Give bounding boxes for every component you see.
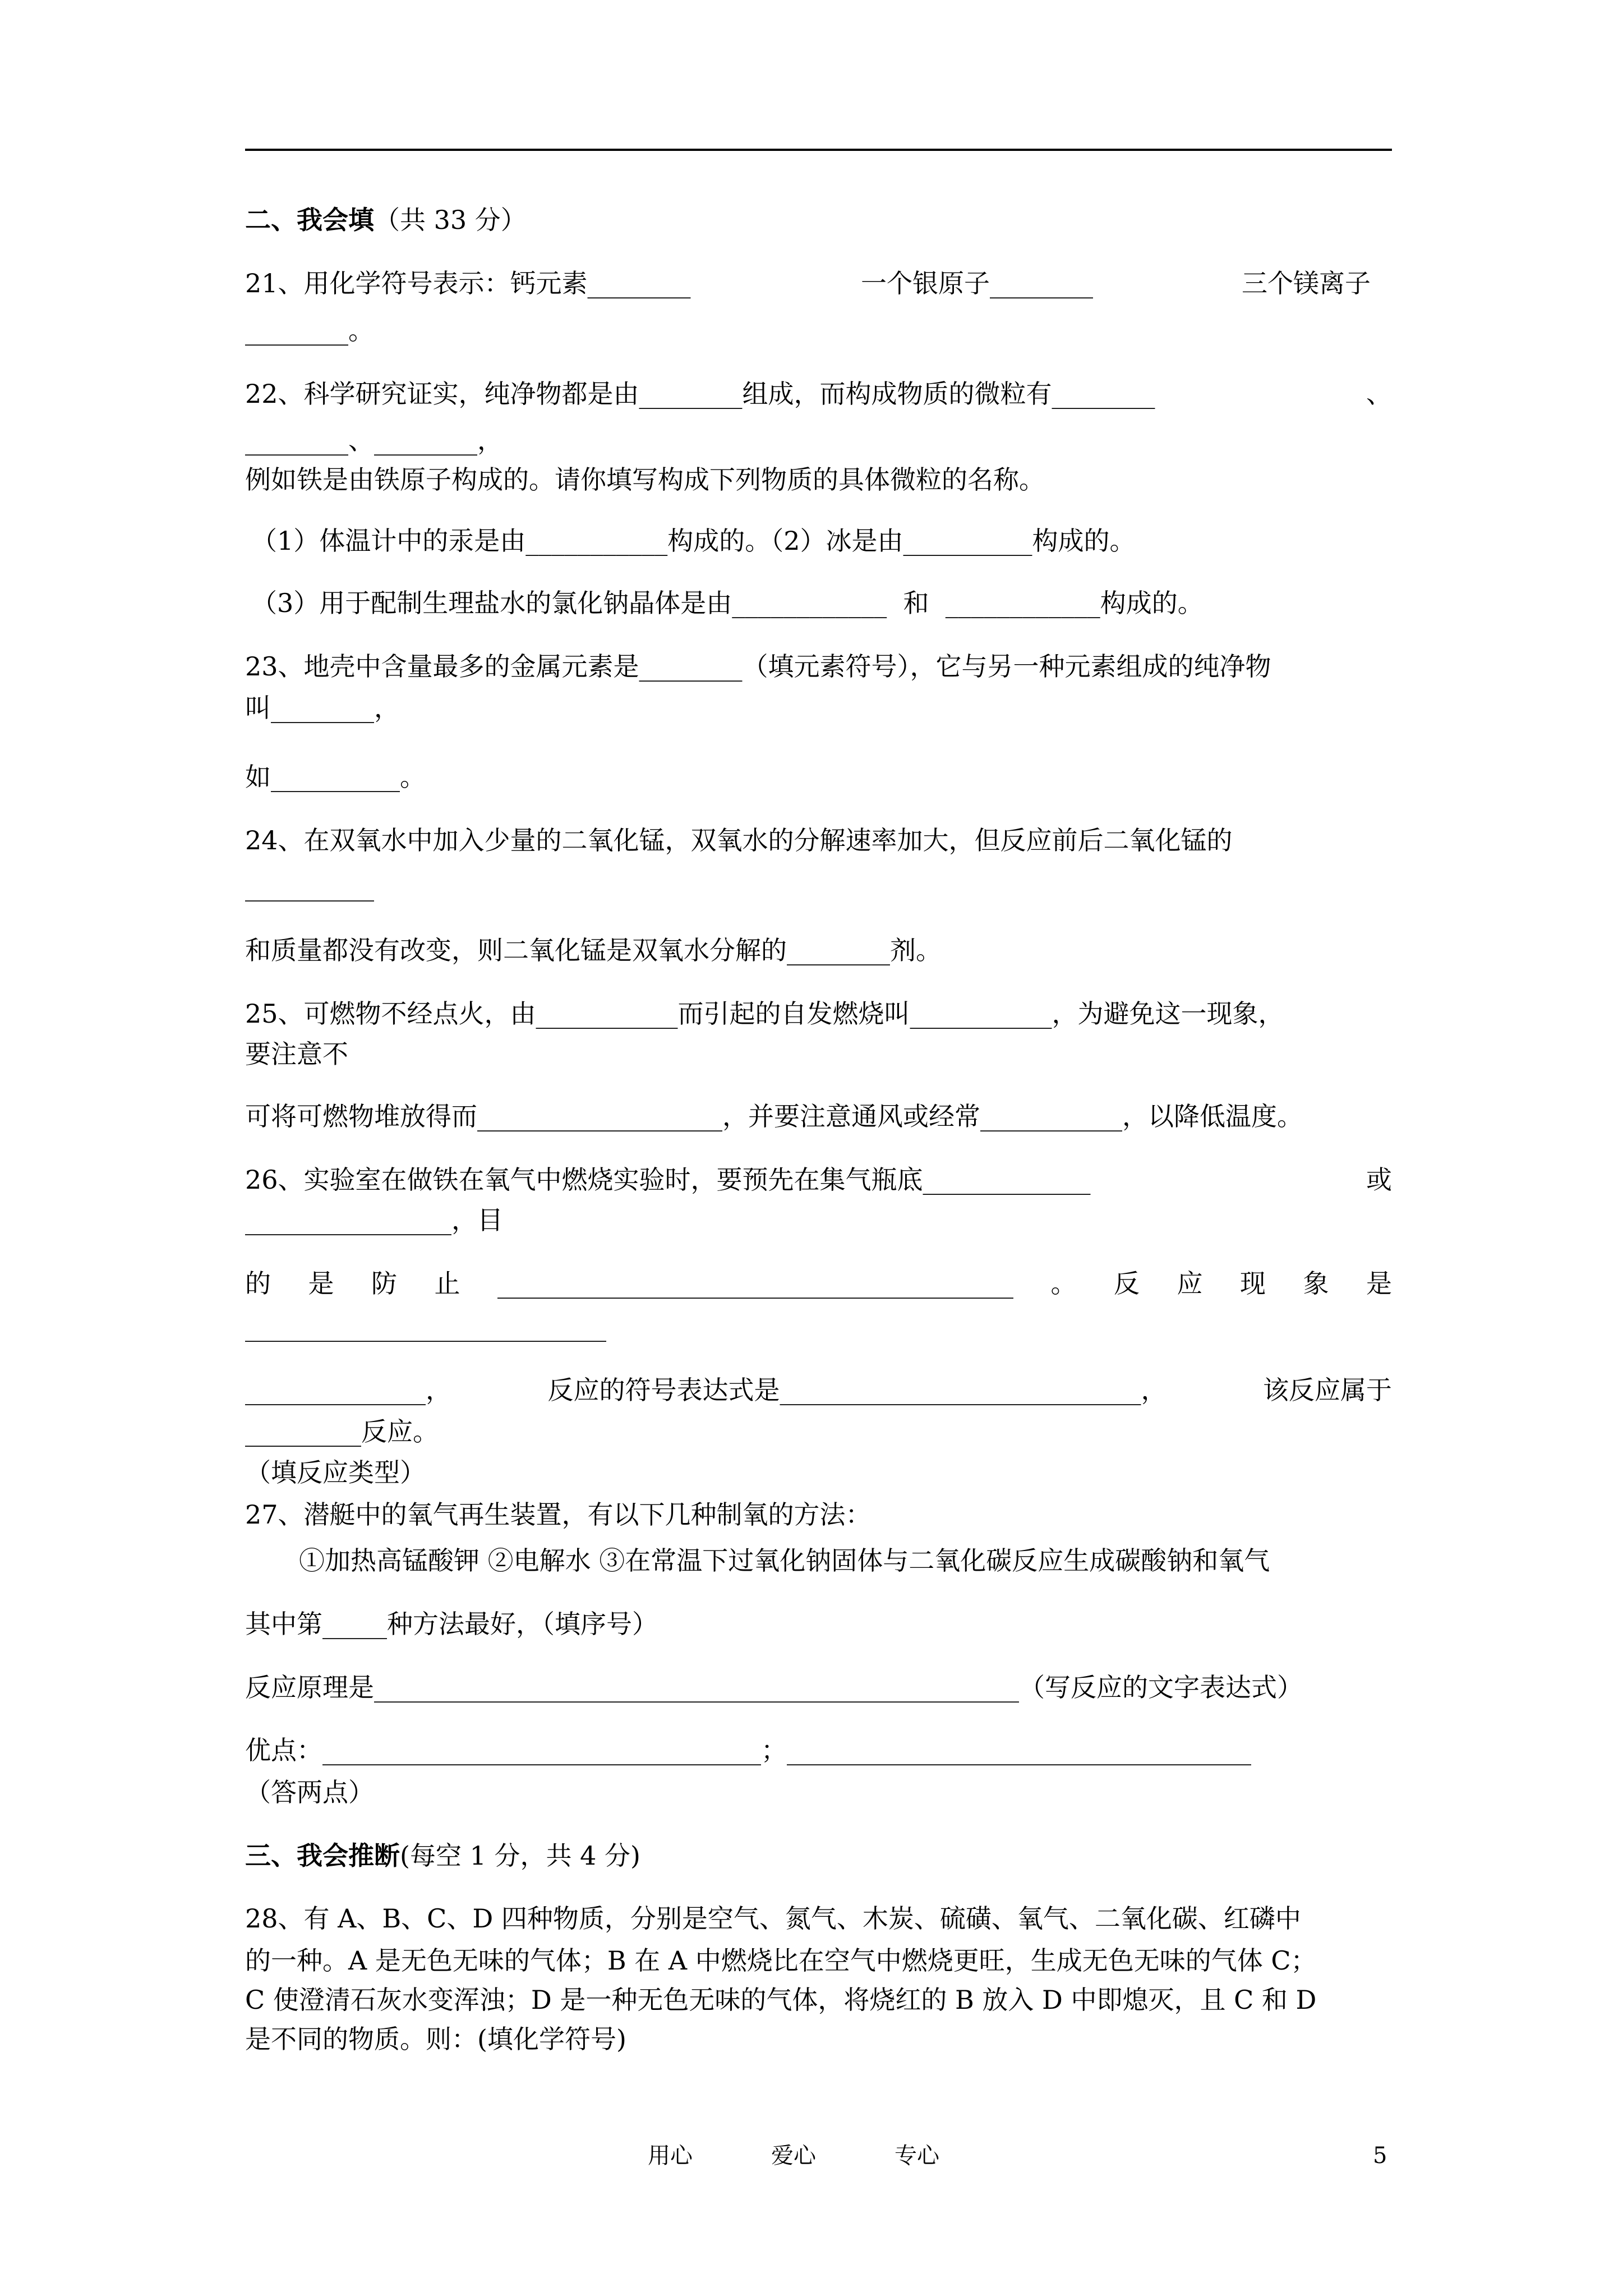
q21-part-c: 三个镁离子 bbox=[1242, 268, 1371, 298]
q27-line-6: （答两点） bbox=[245, 1777, 374, 1807]
q24-line-2: __________ bbox=[245, 871, 374, 901]
q26-word: 的 bbox=[245, 1268, 271, 1299]
q26-blank: ________________________________________ bbox=[497, 1268, 1013, 1299]
q26-line-1-end: 或 bbox=[1366, 1165, 1392, 1195]
q26-line-5-c: 该反应属于 bbox=[1263, 1375, 1392, 1405]
q26-line-6: _________反应。 bbox=[245, 1416, 439, 1447]
page-number: 5 bbox=[1373, 2143, 1387, 2169]
q24-line-1: 24、在双氧水中加入少量的二氧化锰，双氧水的分解速率加大，但反应前后二氧化锰的 bbox=[245, 825, 1233, 855]
q22-line-1-end: 、 bbox=[1366, 379, 1392, 409]
footer-word: 专心 bbox=[895, 2143, 939, 2169]
q28-line-4: 是不同的物质。则：(填化学符号) bbox=[245, 2024, 626, 2054]
q22-line-5: （3）用于配制生理盐水的氯化钠晶体是由____________ 和 ____________构成的。 bbox=[251, 588, 1204, 618]
footer-word: 用心 bbox=[648, 2143, 693, 2169]
q21-part-b: 一个银原子________ bbox=[861, 268, 1093, 298]
section-title: 三、我会推断 bbox=[245, 1841, 400, 1871]
q26-word: 止 bbox=[434, 1268, 460, 1299]
q26-word: 防 bbox=[371, 1268, 397, 1299]
q22-line-3: 例如铁是由铁原子构成的。请你填写构成下列物质的具体微粒的名称。 bbox=[245, 464, 1045, 495]
section-title: 二、我会填 bbox=[245, 205, 374, 235]
q27-line-1: 27、潜艇中的氧气再生装置，有以下几种制氧的方法： bbox=[245, 1499, 872, 1530]
q28-line-2: 的一种。A 是无色无味的气体；B 在 A 中燃烧比在空气中燃烧更旺，生成无色无味的气体 C； bbox=[245, 1945, 1317, 1976]
q23-line-2: 叫________， bbox=[245, 693, 400, 723]
q25-line-1: 25、可燃物不经点火，由___________而引起的自发燃烧叫___________，为避免这一现象， bbox=[245, 999, 1284, 1029]
q26-line-5 bbox=[245, 1373, 1392, 1407]
footer-motto bbox=[648, 2140, 939, 2171]
q28-line-1: 28、有 A、B、C、D 四种物质，分别是空气、氮气、木炭、硫磺、氧气、二氧化碳、红磷中 bbox=[245, 1903, 1301, 1934]
q26-line-2: ________________，目 bbox=[245, 1205, 503, 1235]
q26-line-1-text: 26、实验室在做铁在氧气中燃烧实验时，要预先在集气瓶底_____________ bbox=[245, 1165, 1091, 1195]
q26-line-1 bbox=[245, 1163, 1392, 1197]
q23-line-1: 23、地壳中含量最多的金属元素是________（填元素符号），它与另一种元素组成的纯净物 bbox=[245, 651, 1271, 682]
q22-line-4: （1）体温计中的汞是由___________构成的。（2）冰是由__________构成的。 bbox=[251, 526, 1136, 556]
q25-line-3: 可将可燃物堆放得而___________________，并要注意通风或经常___________，以降低温度。 bbox=[245, 1101, 1303, 1131]
q26-line-3 bbox=[245, 1267, 1392, 1300]
q26-line-5-b: 反应的符号表达式是____________________________， bbox=[547, 1375, 1167, 1405]
q25-line-2: 要注意不 bbox=[245, 1039, 348, 1069]
q28-line-3: C 使澄清石灰水变浑浊；D 是一种无色无味的气体，将烧红的 B 放入 D 中即熄灭，且 C 和 D bbox=[245, 1985, 1317, 2015]
q27-line-5: 优点：__________________________________；____________________________________ bbox=[245, 1735, 1251, 1765]
q26-word: 是 bbox=[1366, 1268, 1392, 1299]
q23-line-3: 如__________。 bbox=[245, 762, 426, 792]
q22-line-1-text: 22、科学研究证实，纯净物都是由________组成，而构成物质的微粒有________ bbox=[245, 379, 1155, 409]
header-rule bbox=[245, 149, 1392, 151]
q26-word: 象 bbox=[1303, 1268, 1329, 1299]
footer-word: 爱心 bbox=[771, 2143, 816, 2169]
q22-line-1 bbox=[245, 377, 1392, 411]
q24-line-3: 和质量都没有改变，则二氧化锰是双氧水分解的________剂。 bbox=[245, 935, 942, 965]
q22-line-2: ________、________， bbox=[245, 425, 503, 455]
q26-word: 是 bbox=[308, 1268, 334, 1299]
q27-line-3: 其中第_____种方法最好，（填序号） bbox=[245, 1609, 658, 1639]
section-score: (每空 1 分，共 4 分) bbox=[400, 1841, 640, 1871]
q26-line-4: ____________________________ bbox=[245, 1312, 606, 1342]
q21-part-a: 21、用化学符号表示：钙元素________ bbox=[245, 268, 691, 298]
q26-line-7: （填反应类型） bbox=[245, 1457, 426, 1488]
section-score: （共 33 分） bbox=[374, 205, 527, 235]
q26-word: 反 bbox=[1114, 1268, 1140, 1299]
q26-line-5-a: ______________， bbox=[245, 1375, 451, 1405]
section-heading bbox=[245, 203, 527, 237]
section-heading bbox=[245, 1839, 640, 1872]
q21-part-d: ________。 bbox=[245, 315, 374, 346]
q27-line-4: 反应原理是__________________________________________________（写反应的文字表达式） bbox=[245, 1672, 1303, 1703]
q27-line-2: ①加热高锰酸钾 ②电解水 ③在常温下过氧化钠固体与二氧化碳反应生成碳酸钠和氧气 bbox=[299, 1545, 1270, 1576]
q26-word: 。 bbox=[1050, 1268, 1077, 1299]
q26-word: 应 bbox=[1177, 1268, 1203, 1299]
q26-word: 现 bbox=[1240, 1268, 1266, 1299]
